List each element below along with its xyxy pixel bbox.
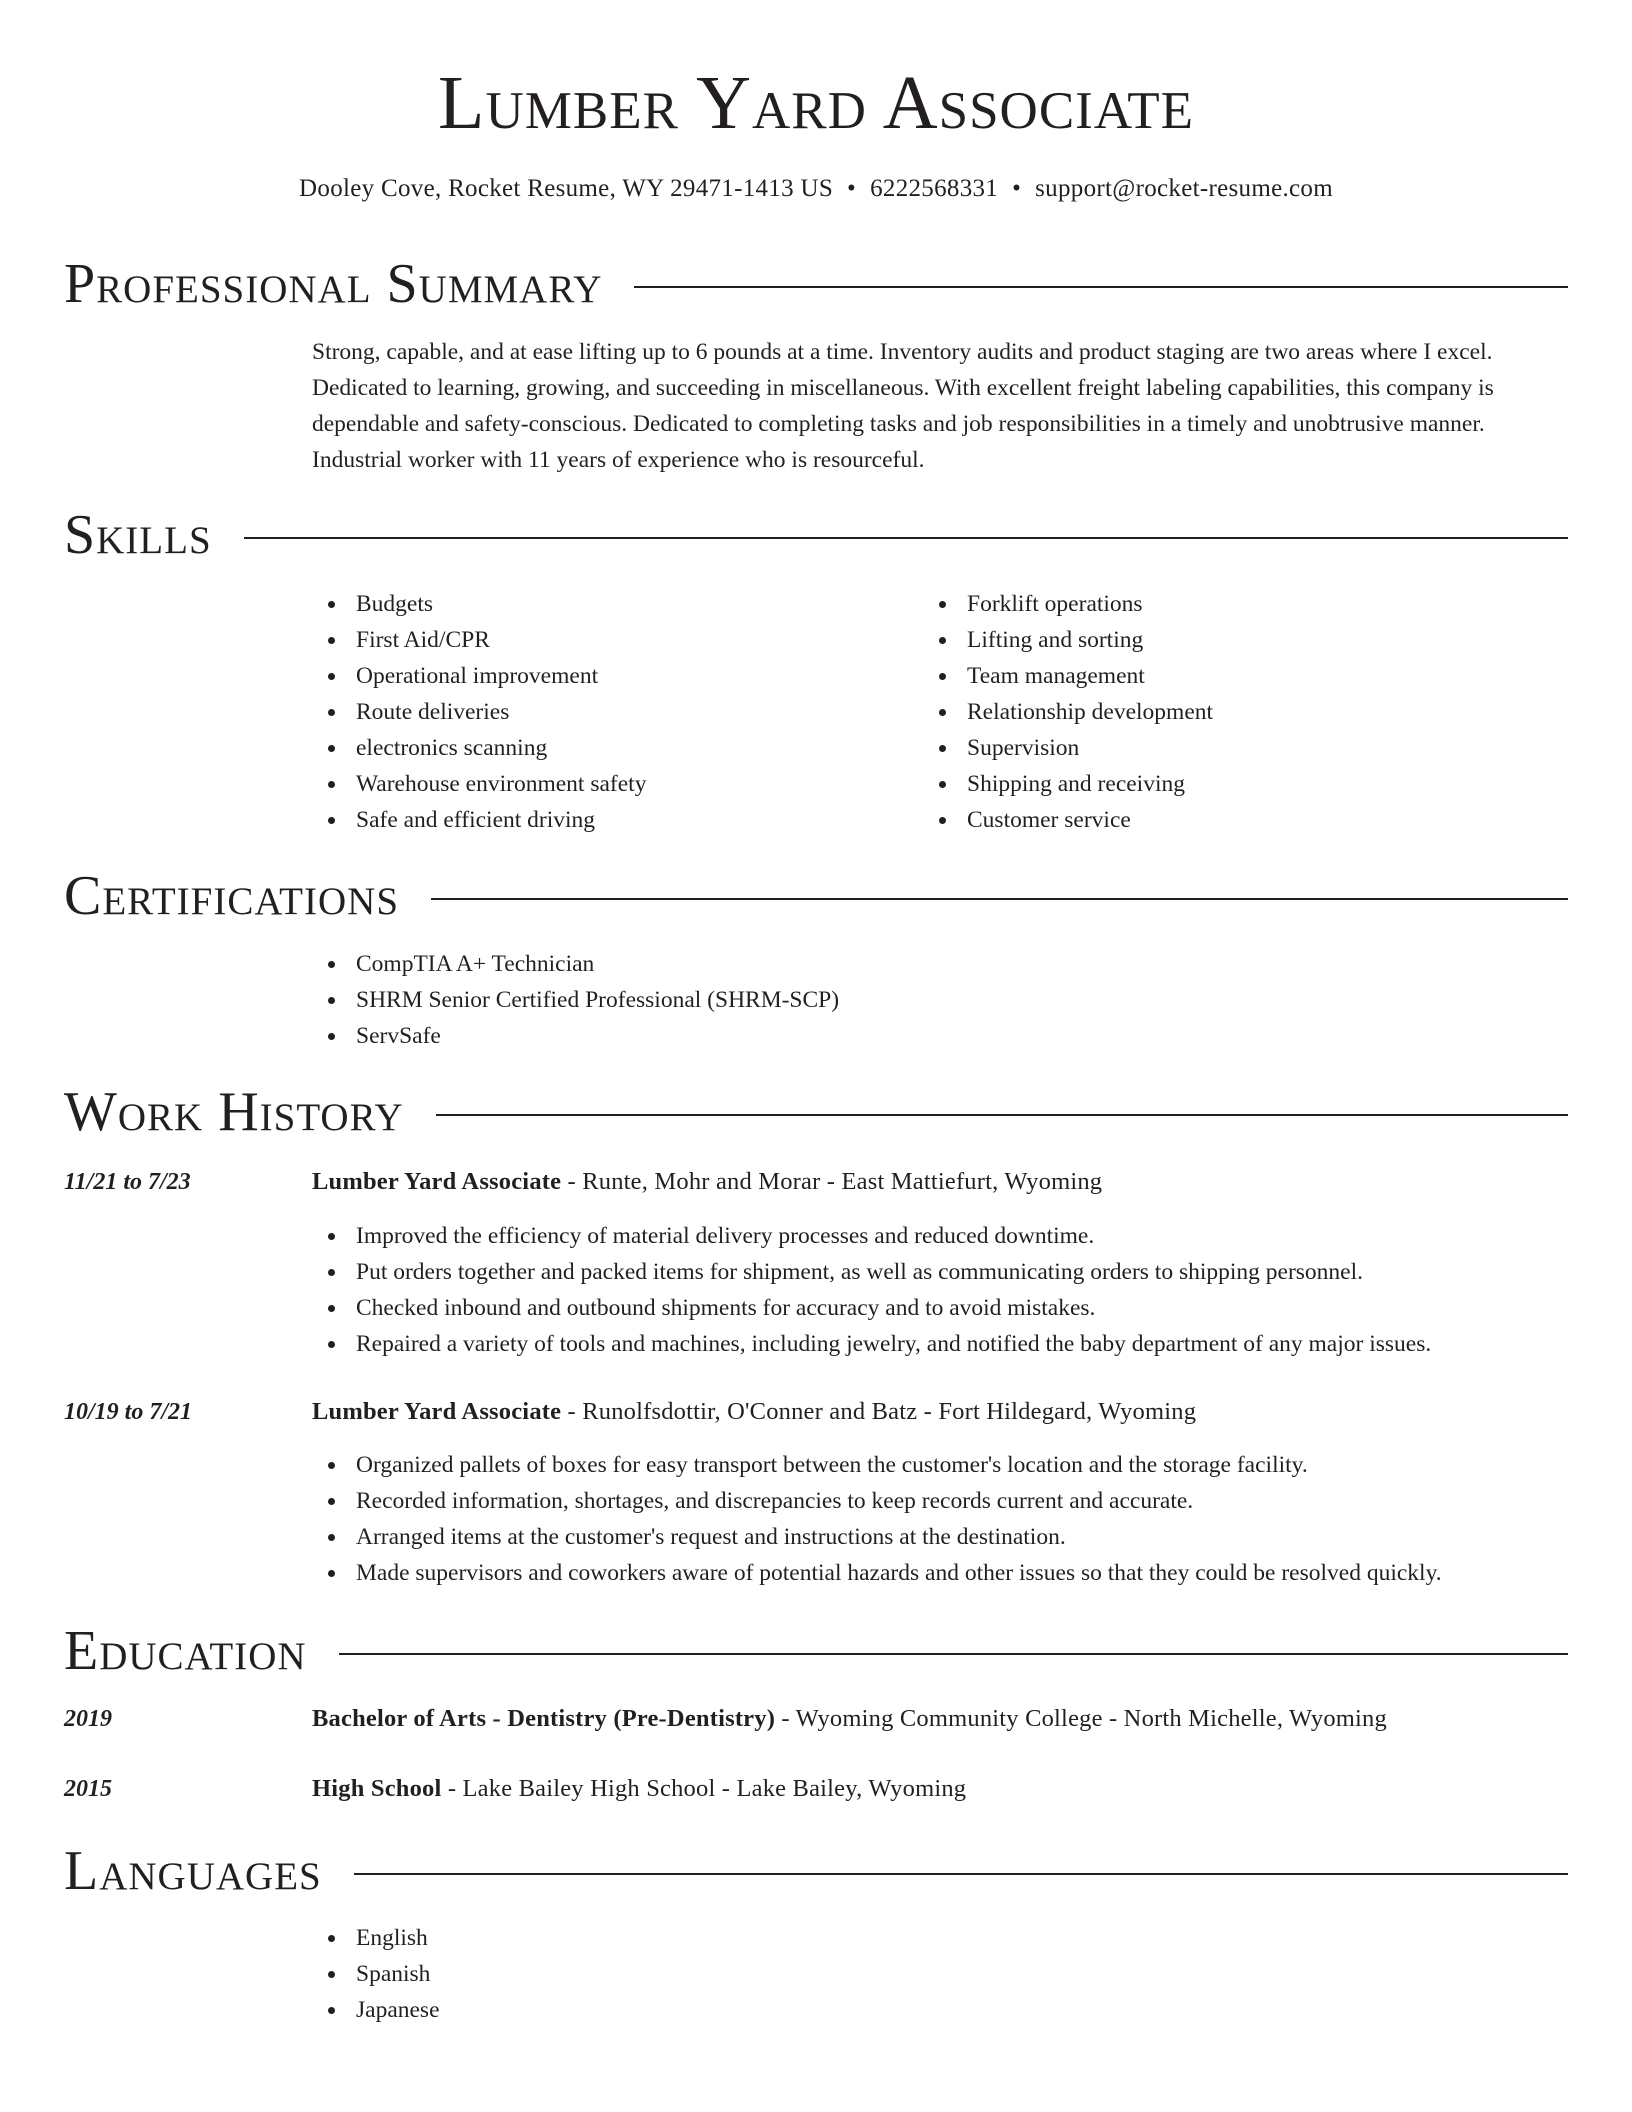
job-duty-item: Arranged items at the customer's request and instructions at the destination. (312, 1519, 1568, 1555)
education-school: - Wyoming Community College - North Michelle, Wyoming (775, 1705, 1387, 1732)
section-title-certifications: Certifications (64, 865, 400, 927)
section-rule (244, 537, 1568, 539)
languages-list (312, 1920, 1568, 2028)
skill-item: Route deliveries (312, 694, 872, 730)
section-rule (354, 1873, 1568, 1875)
resume-name: Lumber Yard Associate (438, 61, 1194, 145)
skill-item: Forklift operations (923, 586, 1483, 622)
contact-email: support@rocket-resume.com (1035, 175, 1333, 202)
section-rule (431, 898, 1568, 900)
education-entry (312, 1701, 1568, 1737)
section-header-work (64, 1080, 1568, 1144)
job-duty-item: Recorded information, shortages, and discrepancies to keep records current and accurate. (312, 1483, 1568, 1519)
section-header-certifications (64, 864, 1568, 928)
job-heading (312, 1164, 1568, 1200)
education-school: - Lake Bailey High School - Lake Bailey, Wyoming (441, 1775, 967, 1802)
section-rule (339, 1653, 1568, 1655)
section-title-work: Work History (64, 1081, 404, 1143)
job-dates: 11/21 to 7/23 (64, 1169, 191, 1195)
skills-column-left (312, 586, 872, 838)
skills-list-right (923, 586, 1483, 838)
certification-item: CompTIA A+ Technician (312, 946, 1568, 982)
section-rule (634, 286, 1568, 288)
skill-item: Team management (923, 658, 1483, 694)
education-degree: High School (312, 1775, 442, 1802)
job-duties (312, 1218, 1568, 1362)
job-title: Lumber Yard Associate (312, 1168, 562, 1195)
job-title: Lumber Yard Associate (312, 1398, 562, 1425)
certification-item: SHRM Senior Certified Professional (SHRM-SCP) (312, 982, 1568, 1018)
job-duty-item: Made supervisors and coworkers aware of potential hazards and other issues so that they could be resolved quickly. (312, 1555, 1568, 1591)
education-year: 2015 (64, 1776, 112, 1802)
section-title-education: Education (64, 1620, 307, 1682)
job-duties (312, 1447, 1568, 1591)
contact-line (0, 172, 1632, 206)
job-duty-item: Checked inbound and outbound shipments for accuracy and to avoid mistakes. (312, 1290, 1568, 1326)
skill-item: electronics scanning (312, 730, 872, 766)
certification-item: ServSafe (312, 1018, 1568, 1054)
section-header-skills (64, 503, 1568, 567)
section-title-languages: Languages (64, 1840, 322, 1902)
language-item: English (312, 1920, 1568, 1956)
languages-block (312, 1920, 1568, 2028)
job-duty-item: Improved the efficiency of material delivery processes and reduced downtime. (312, 1218, 1568, 1254)
job-dates: 10/19 to 7/21 (64, 1399, 193, 1425)
contact-separator: • (847, 175, 857, 202)
section-header-languages (64, 1839, 1568, 1903)
contact-address: Dooley Cove, Rocket Resume, WY 29471-1413 US (299, 175, 834, 202)
skill-item: Operational improvement (312, 658, 872, 694)
section-title-skills: Skills (64, 504, 212, 566)
skill-item: Relationship development (923, 694, 1483, 730)
skills-column-right (923, 586, 1483, 838)
skill-item: Budgets (312, 586, 872, 622)
skill-item: Shipping and receiving (923, 766, 1483, 802)
job-duties-list (312, 1218, 1568, 1362)
section-header-summary (64, 252, 1568, 316)
education-degree: Bachelor of Arts - Dentistry (Pre-Dentistry) (312, 1705, 776, 1732)
job-duty-item: Repaired a variety of tools and machines, including jewelry, and notified the baby department of any major issues. (312, 1326, 1568, 1362)
skill-item: Warehouse environment safety (312, 766, 872, 802)
skills-list-left (312, 586, 872, 838)
skill-item: Customer service (923, 802, 1483, 838)
certifications-block (312, 946, 1568, 1054)
skill-item: Safe and efficient driving (312, 802, 872, 838)
section-header-education (64, 1619, 1568, 1683)
job-duty-item: Put orders together and packed items for shipment, as well as communicating orders to shipping personnel. (312, 1254, 1568, 1290)
contact-separator: • (1012, 175, 1022, 202)
job-employer: - Runolfsdottir, O'Conner and Batz - Fort Hildegard, Wyoming (561, 1398, 1197, 1425)
job-employer: - Runte, Mohr and Morar - East Mattiefurt, Wyoming (561, 1168, 1103, 1195)
skill-item: Lifting and sorting (923, 622, 1483, 658)
skill-item: Supervision (923, 730, 1483, 766)
language-item: Japanese (312, 1992, 1568, 2028)
education-year: 2019 (64, 1706, 112, 1732)
section-title-summary: Professional Summary (64, 253, 603, 315)
contact-phone: 6222568331 (870, 175, 999, 202)
job-duty-item: Organized pallets of boxes for easy transport between the customer's location and the storage facility. (312, 1447, 1568, 1483)
certifications-list (312, 946, 1568, 1054)
language-item: Spanish (312, 1956, 1568, 1992)
job-duties-list (312, 1447, 1568, 1591)
skill-item: First Aid/CPR (312, 622, 872, 658)
summary-text: Strong, capable, and at ease lifting up to 6 pounds at a time. Inventory audits and product staging are two areas where I excel. Dedicated to learning, growing, and succeeding in miscellaneous. With excellent freight labeling capabilities, this company is dependable and safety-conscious. Dedicated to completing tasks and job responsibilities in a timely and unobtrusive manner. Industrial worker with 11 years of experience who is resourceful. (312, 339, 1494, 473)
section-rule (436, 1114, 1568, 1116)
education-entry (312, 1771, 1568, 1807)
job-heading (312, 1394, 1568, 1430)
